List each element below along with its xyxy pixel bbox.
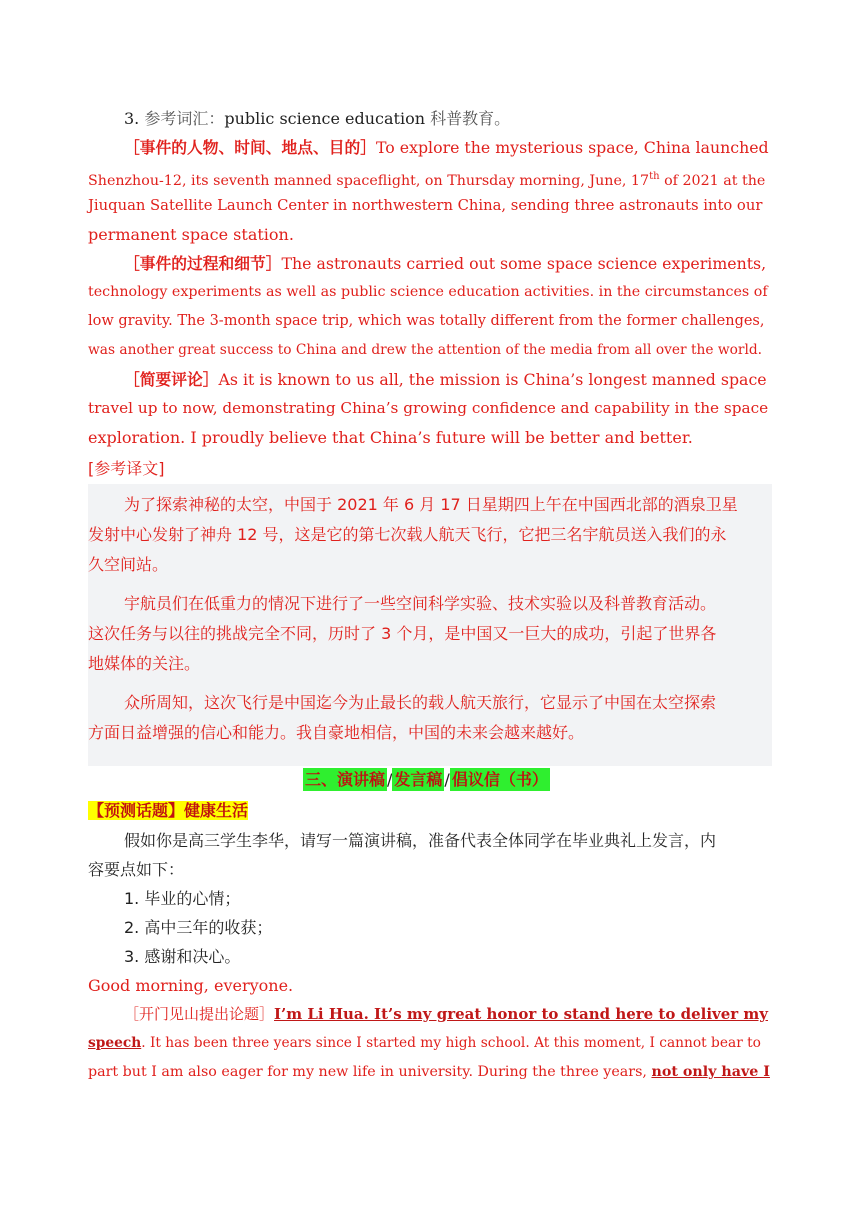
topic-line — [88, 796, 248, 825]
vocab-meaning: 科普教育。 — [430, 109, 511, 128]
translation-p2-line1: 宇航员们在低重力的情况下进行了一些空间科学实验、技术实验以及科普教育活动。 — [124, 594, 717, 613]
vocab-label: 参考词汇： — [144, 109, 225, 128]
para2-line4: was another great success to China and drew the attention of the media from all over the world. — [88, 342, 763, 358]
para1-text2b: of 2021 at the — [659, 172, 766, 189]
para1-line4: permanent space station. — [88, 225, 294, 244]
speech-tag: ［开门见山提出论题］ — [124, 1005, 275, 1023]
translation-p3-line1: 众所周知，这次飞行是中国迄今为止最长的载人航天旅行，它显示了中国在太空探索 — [124, 693, 717, 712]
para3-text1: As it is known to us all, the mission is China’s longest manned space — [218, 370, 767, 389]
para2-line1 — [124, 249, 766, 278]
section-title-part3: 倡议信（书） — [451, 770, 548, 789]
translation-p2-line2: 这次任务与以往的挑战完全不同，历时了 3 个月，是中国又一巨大的成功，引起了世界各 — [88, 624, 717, 643]
section-title-part1: 三、演讲稿 — [305, 770, 386, 789]
para1-line3: Jiuquan Satellite Launch Center in northwestern China, sending three astronauts into our — [88, 197, 763, 214]
para3-tag: ［简要评论］ — [124, 370, 219, 389]
section-title-sep1: / — [387, 770, 393, 789]
speech-line3 — [88, 1058, 770, 1087]
para1-text1: To explore the mysterious space, China launched — [376, 138, 769, 157]
section-title-sep2: / — [444, 770, 450, 789]
para1-line1 — [124, 133, 769, 162]
task-line1: 假如你是高三学生李华，请写一篇演讲稿，准备代表全体同学在毕业典礼上发言，内 — [124, 831, 717, 850]
speech-line2 — [88, 1029, 761, 1058]
task-item-3: 3. 感谢和决心。 — [124, 947, 241, 966]
section-title-part2: 发言稿 — [394, 770, 443, 789]
vocab-term: public science education — [224, 109, 426, 128]
task-item-2: 2. 高中三年的收获； — [124, 918, 273, 937]
vocab-number: 3. — [124, 109, 140, 128]
topic-name: 健康生活 — [184, 801, 249, 820]
speech-text2: . It has been three years since I started my high school. At this moment, I cannot bear to — [141, 1035, 761, 1051]
para2-line2: technology experiments as well as public science education activities. in the circumstances of — [88, 284, 768, 300]
para1-sup: th — [649, 171, 660, 182]
speech-underlined3: not only have I — [651, 1064, 770, 1080]
task-line2: 容要点如下： — [88, 860, 185, 879]
section-title — [303, 765, 550, 794]
para1-text2a: Shenzhou-12, its seventh manned spaceflight, on Thursday morning, June, 17 — [88, 172, 650, 189]
translation-p1-line1: 为了探索神秘的太空，中国于 2021 年 6 月 17 日星期四上午在中国西北部的酒泉卫星 — [124, 495, 738, 514]
speech-text3: part but I am also eager for my new life in university. During the three years, — [88, 1064, 652, 1080]
translation-p2-line3: 地媒体的关注。 — [88, 654, 201, 673]
para2-tag: ［事件的过程和细节］ — [124, 254, 282, 273]
task-item-1: 1. 毕业的心情； — [124, 889, 241, 908]
speech-greeting: Good morning, everyone. — [88, 976, 294, 995]
translation-p3-line2: 方面日益增强的信心和能力。我自豪地相信，中国的未来会越来越好。 — [88, 723, 585, 742]
translation-p1-line2: 发射中心发射了神舟 12 号，这是它的第七次载人航天飞行，它把三名宇航员送入我们的永 — [88, 525, 727, 544]
topic-label: 【预测话题】 — [88, 801, 185, 820]
para3-line2: travel up to now, demonstrating China’s growing confidence and capability in the space — [88, 399, 769, 417]
para2-line3: low gravity. The 3-month space trip, which was totally different from the former challenges, — [88, 313, 765, 329]
speech-underlined1: I’m Li Hua. It’s my great honor to stand here to deliver my — [274, 1005, 768, 1023]
para3-line1 — [124, 365, 767, 394]
speech-underlined2: speech — [88, 1035, 142, 1051]
reference-translation-label: [参考译文] — [88, 459, 165, 478]
vocab-line — [124, 104, 510, 133]
translation-p1-line3: 久空间站。 — [88, 555, 169, 574]
para3-line3: exploration. I proudly believe that China’s future will be better and better. — [88, 428, 693, 447]
para1-tag: ［事件的人物、时间、地点、目的］ — [124, 138, 376, 157]
para2-text1: The astronauts carried out some space science experiments, — [281, 254, 767, 273]
speech-line1 — [124, 1000, 768, 1029]
